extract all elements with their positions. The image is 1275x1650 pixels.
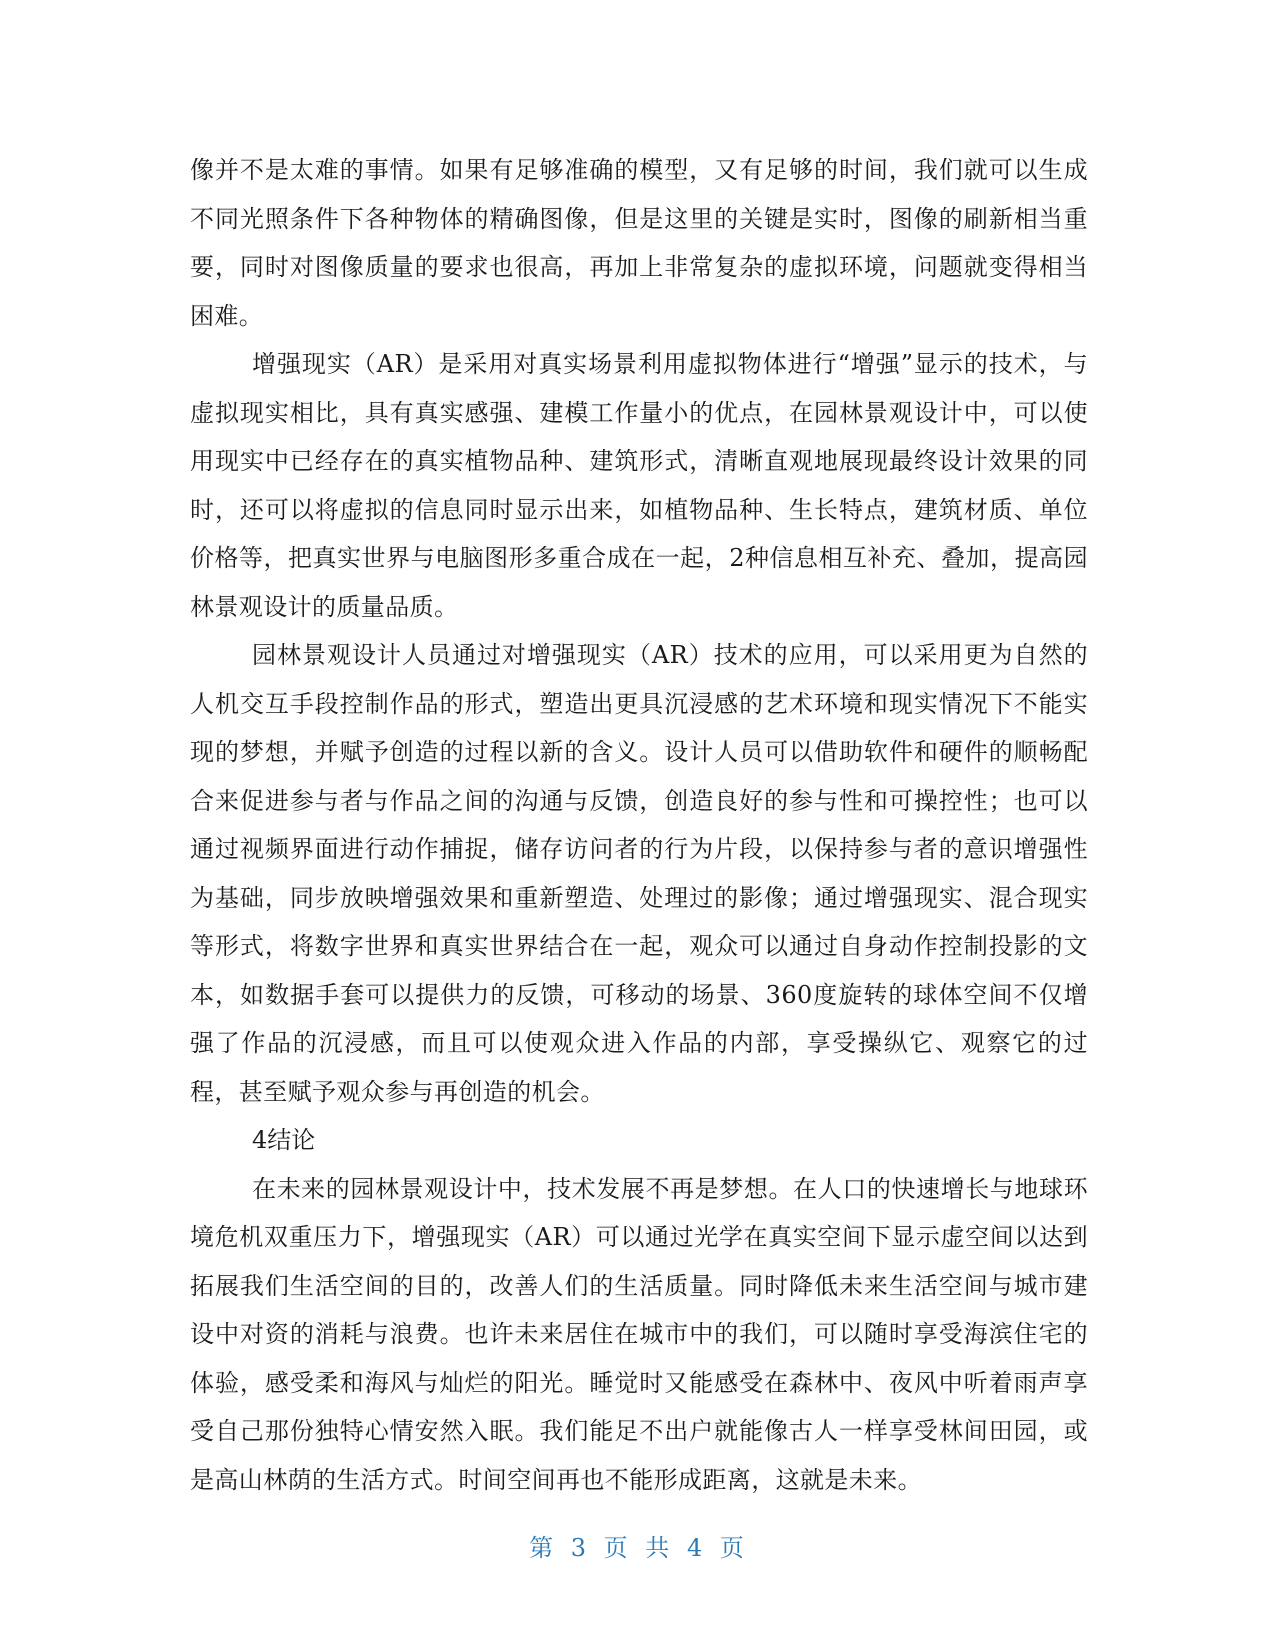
paragraph-ar-definition: 增强现实（AR）是采用对真实场景利用虚拟物体进行“增强”显示的技术，与虚拟现实相比，具有真实感强、建模工作量小的优点，在园林景观设计中，可以使用现实中已经存在的真实植物品种、建筑形式，清晰直观地展现最终设计效果的同时，还可以将虚拟的信息同时显示出来，如植物品种、生长特点，建筑材质、单位价格等，把真实世界与电脑图形多重合成在一起，2种信息相互补充、叠加，提高园林景观设计的质量品质。 <box>190 350 1088 621</box>
page-body <box>190 146 1088 1504</box>
page-number-footer: 第 3 页 共 4 页 <box>529 1534 746 1562</box>
section-heading-conclusion: 4结论 <box>252 1126 316 1154</box>
paragraph-continued: 像并不是太难的事情。如果有足够准确的模型，又有足够的时间，我们就可以生成不同光照条件下各种物体的精确图像，但是这里的关键是实时，图像的刷新相当重要，同时对图像质量的要求也很高，再加上非常复杂的虚拟环境，问题就变得相当困难。 <box>190 156 1088 330</box>
paragraph-conclusion: 在未来的园林景观设计中，技术发展不再是梦想。在人口的快速增长与地球环境危机双重压力下，增强现实（AR）可以通过光学在真实空间下显示虚空间以达到拓展我们生活空间的目的，改善人们的生活质量。同时降低未来生活空间与城市建设中对资的消耗与浪费。也许未来居住在城市中的我们，可以随时享受海滨住宅的体验，感受柔和海风与灿烂的阳光。睡觉时又能感受在森林中、夜风中听着雨声享受自己那份独特心情安然入眠。我们能足不出户就能像古人一样享受林间田园，或是高山林荫的生活方式。时间空间再也不能形成距离，这就是未来。 <box>190 1174 1088 1494</box>
paragraph-ar-application: 园林景观设计人员通过对增强现实（AR）技术的应用，可以采用更为自然的人机交互手段控制作品的形式，塑造出更具沉浸感的艺术环境和现实情况下不能实现的梦想，并赋予创造的过程以新的含义。设计人员可以借助软件和硬件的顺畅配合来促进参与者与作品之间的沟通与反馈，创造良好的参与性和可操控性；也可以通过视频界面进行动作捕捉，储存访问者的行为片段，以保持参与者的意识增强性为基础，同步放映增强效果和重新塑造、处理过的影像；通过增强现实、混合现实等形式，将数字世界和真实世界结合在一起，观众可以通过自身动作控制投影的文本，如数据手套可以提供力的反馈，可移动的场景、360度旋转的球体空间不仅增强了作品的沉浸感，而且可以使观众进入作品的内部，享受操纵它、观察它的过程，甚至赋予观众参与再创造的机会。 <box>190 641 1088 1106</box>
